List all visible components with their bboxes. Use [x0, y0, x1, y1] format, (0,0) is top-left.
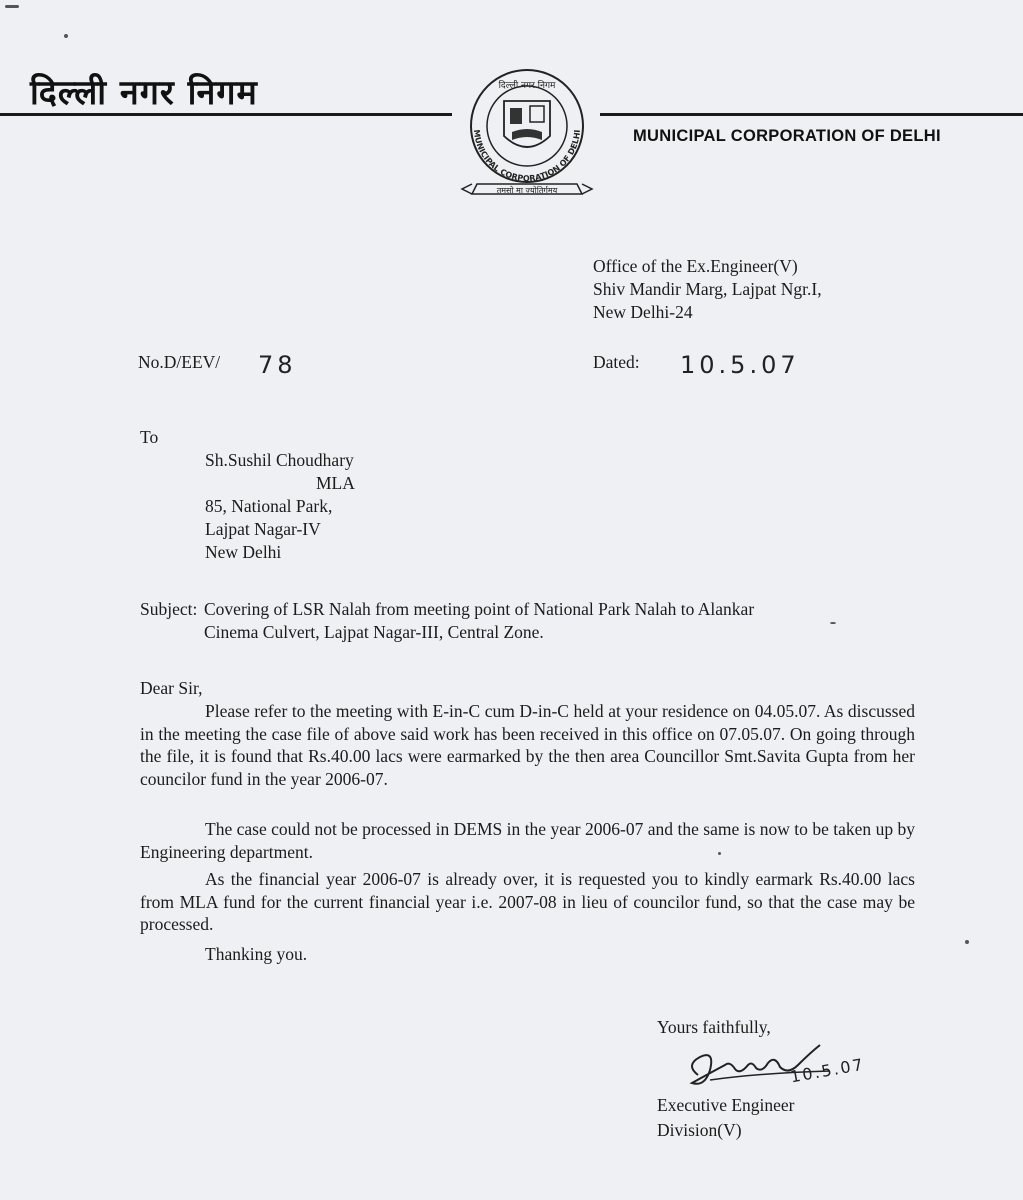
- svg-text:MUNICIPAL CORPORATION OF DELHI: MUNICIPAL CORPORATION OF DELHI: [471, 129, 582, 184]
- english-title: MUNICIPAL CORPORATION OF DELHI: [633, 127, 941, 145]
- reference-label: No.D/EEV/: [138, 352, 221, 372]
- svg-text:दिल्ली नगर निगम: दिल्ली नगर निगम: [498, 81, 556, 91]
- emblem-motto: तमसो मा ज्योतिर्गमय: [496, 186, 558, 195]
- hindi-title: दिल्ली नगर निगम: [30, 73, 258, 113]
- body-paragraph-1-text: Please refer to the meeting with E-in-C cum D-in-C held at your residence on 04.05.07. As discussed in the meeting the case file of above said work has been received in this office on 07.05.07. On going through the file, it is found that Rs.40.00 lacs were earmarked by the then area Councillor Smt.Savita Gupta from her councilor fund in the year 2006-07.: [140, 701, 915, 790]
- body-paragraph-1: [140, 700, 915, 791]
- recipient-city: New Delhi: [205, 542, 282, 562]
- recipient-designation: MLA: [316, 473, 355, 493]
- salutation: Dear Sir,: [140, 678, 203, 698]
- recipient-address1: 85, National Park,: [205, 496, 333, 516]
- signature-date: 10.5.07: [788, 1054, 867, 1087]
- subject-line2: Cinema Culvert, Lajpat Nagar-III, Central Zone.: [204, 622, 544, 642]
- reference-number: 78: [258, 351, 297, 379]
- body-paragraph-3-text: As the financial year 2006-07 is already over, it is requested you to kindly earmark Rs.40.00 lacs from MLA fund for the current financial year i.e. 2007-08 in lieu of councilor fund, so that the case may be processed.: [140, 869, 915, 935]
- scan-mark: [64, 34, 68, 38]
- header-rule-left: [0, 113, 452, 116]
- scan-mark: [718, 852, 721, 855]
- mcd-emblem-icon: [452, 66, 602, 211]
- sender-city: New Delhi-24: [593, 302, 693, 322]
- body-paragraph-2-text: The case could not be processed in DEMS in the year 2006-07 and the same is now to be taken up by Engineering department.: [140, 819, 915, 862]
- dated-label: Dated:: [593, 352, 640, 372]
- scan-mark: [965, 940, 969, 944]
- scan-mark: [5, 5, 19, 8]
- complimentary-close: Yours faithfully,: [657, 1017, 771, 1037]
- signatory-division: Division(V): [657, 1120, 742, 1140]
- header-rule-right: [600, 113, 1023, 116]
- body-paragraph-2: [140, 818, 915, 863]
- recipient-name: Sh.Sushil Choudhary: [205, 450, 354, 470]
- subject-label: Subject:: [140, 599, 198, 619]
- body-paragraph-3: [140, 868, 915, 936]
- to-label: To: [140, 427, 159, 447]
- thanks: Thanking you.: [205, 944, 308, 964]
- sender-street: Shiv Mandir Marg, Lajpat Ngr.I,: [593, 279, 822, 299]
- sender-office: Office of the Ex.Engineer(V): [593, 256, 798, 276]
- signatory-title: Executive Engineer: [657, 1095, 795, 1115]
- subject-line1: Covering of LSR Nalah from meeting point of National Park Nalah to Alankar: [204, 599, 755, 619]
- recipient-address2: Lajpat Nagar-IV: [205, 519, 321, 539]
- reference-date: 10.5.07: [680, 351, 800, 379]
- scan-mark: [830, 622, 836, 624]
